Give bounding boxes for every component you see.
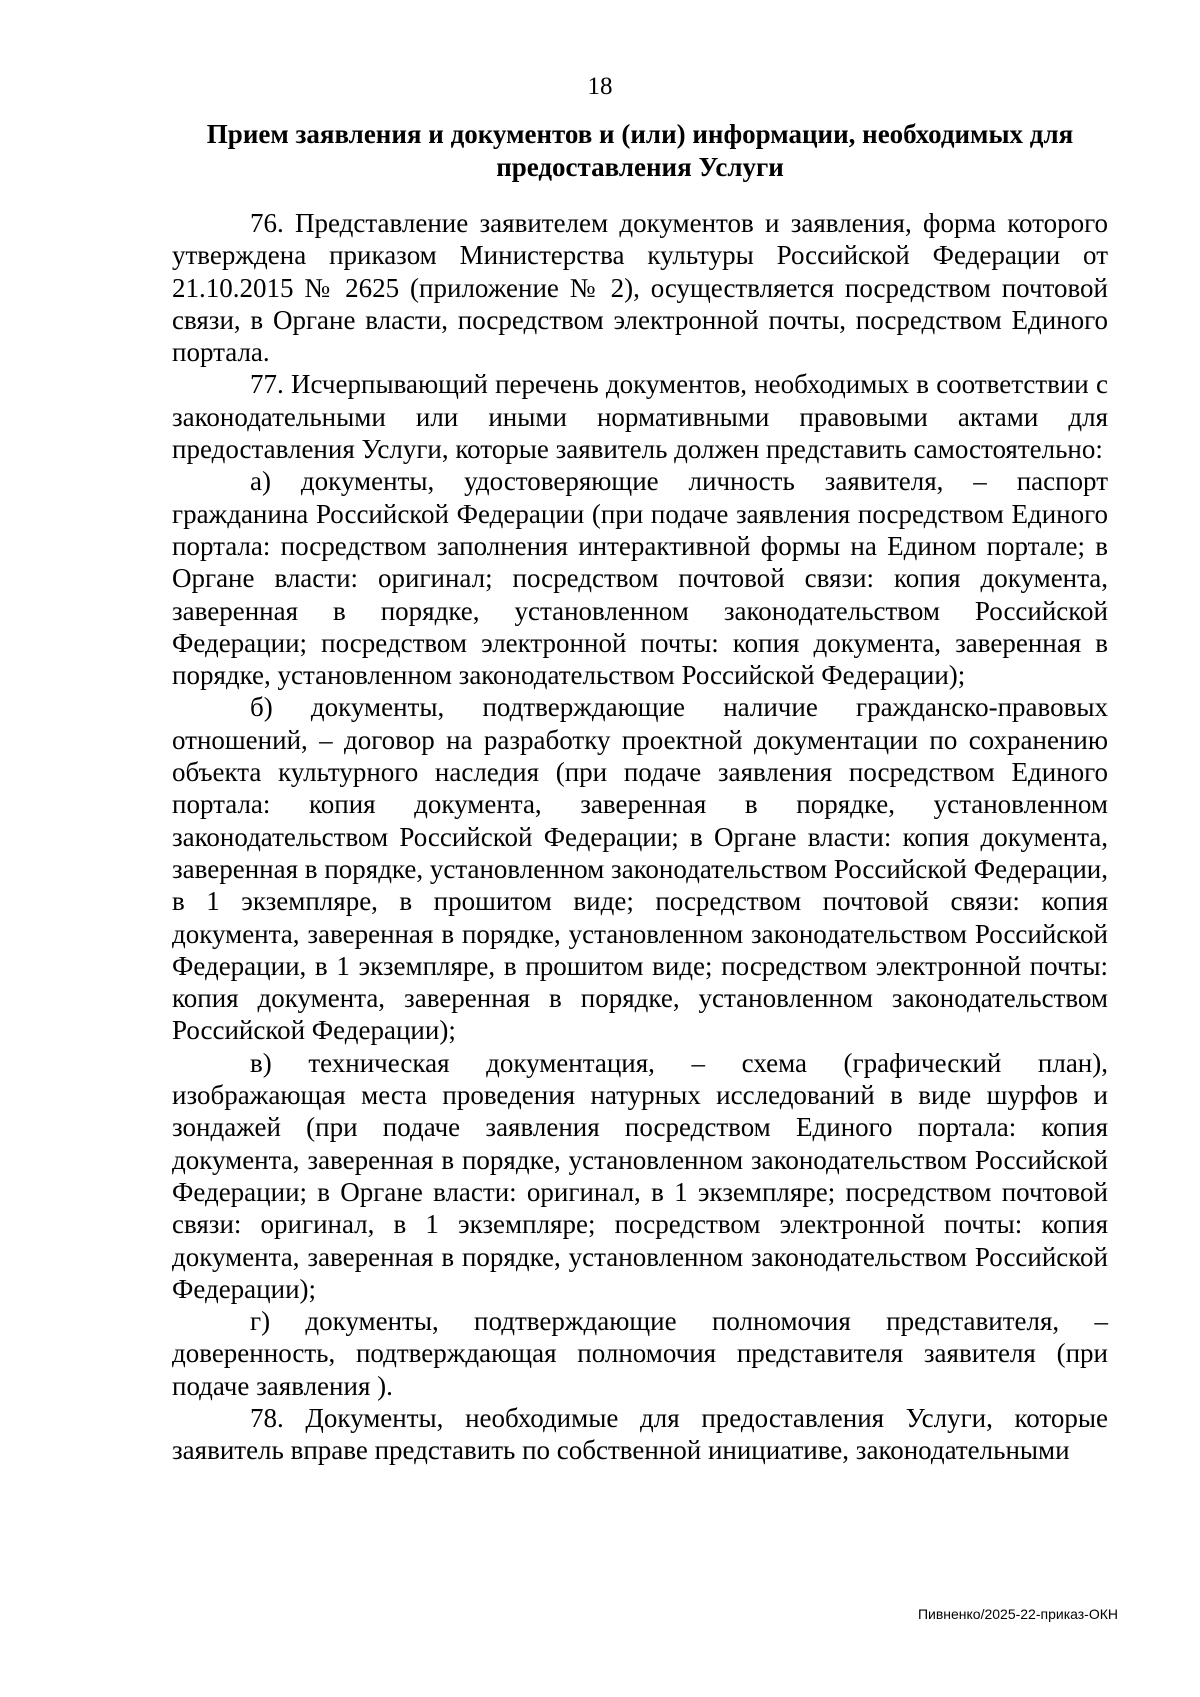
paragraph-76: 76. Представление заявителем документов и заявления, форма которого утверждена приказом Министерства культуры Российской Федерации от 21.10.2015 № 2625 (приложение № 2), осуществляется посредством почтовой связи, в Органе власти, посредством электронной почты, посредством Единого портала.	[172, 208, 1108, 368]
section-heading-line-1: Прием заявления и документов и (или) информации, необходимых для	[206, 119, 1074, 149]
paragraph-77: 77. Исчерпывающий перечень документов, необходимых в соответствии с законодательными или иными нормативными правовыми актами для предоставления Услуги, которые заявитель должен представить самостоятельно:	[172, 369, 1108, 465]
paragraph-77-item-g: г) документы, подтверждающие полномочия представителя, – доверенность, подтверждающая полномочия представителя заявителя (при подаче заявления ).	[172, 1306, 1108, 1401]
page-number: 18	[587, 73, 613, 100]
document-body	[172, 207, 1108, 1467]
section-heading	[172, 118, 1108, 184]
paragraph-77-item-v: в) техническая документация, – схема (графический план), изображающая места проведения натурных исследований в виде шурфов и зондажей (при подаче заявления посредством Единого портала: копия документа, заверенная в порядке, установленном законодательством Российской Федерации; в Органе власти: оригинал, в 1 экземпляре; посредством почтовой связи: оригинал, в 1 экземпляре; посредством электронной почты: копия документа, заверенная в порядке, установленном законодательством Российской Федерации);	[172, 1047, 1108, 1304]
section-heading-line-2: предоставления Услуги	[496, 152, 784, 182]
document-footer-code: Пивненко/2025-22-приказ-ОКН	[917, 1606, 1118, 1622]
paragraph-77-item-b: б) документы, подтверждающие наличие гражданско-правовых отношений, – договор на разработку проектной документации по сохранению объекта культурного наследия (при подаче заявления посредством Единого портала: копия документа, заверенная в порядке, установленном законодательством Российской Федерации; в Органе власти: копия документа, заверенная в порядке, установленном законодательством Российской Федерации, в 1 экземпляре, в прошитом виде; посредством почтовой связи: копия документа, заверенная в порядке, установленном законодательством Российской Федерации, в 1 экземпляре, в прошитом виде; посредством электронной почты: копия документа, заверенная в порядке, установленном законодательством Российской Федерации);	[172, 692, 1108, 1046]
paragraph-78: 78. Документы, необходимые для предоставления Услуги, которые заявитель вправе представить по собственной инициативе, законодательными	[172, 1402, 1108, 1466]
paragraph-77-item-a: а) документы, удостоверяющие личность заявителя, – паспорт гражданина Российской Федерации (при подаче заявления посредством Единого портала: посредством заполнения интерактивной формы на Едином портале; в Органе власти: оригинал; посредством почтовой связи: копия документа, заверенная в порядке, установленном законодательством Российской Федерации; посредством электронной почты: копия документа, заверенная в порядке, установленном законодательством Российской Федерации);	[172, 466, 1108, 691]
